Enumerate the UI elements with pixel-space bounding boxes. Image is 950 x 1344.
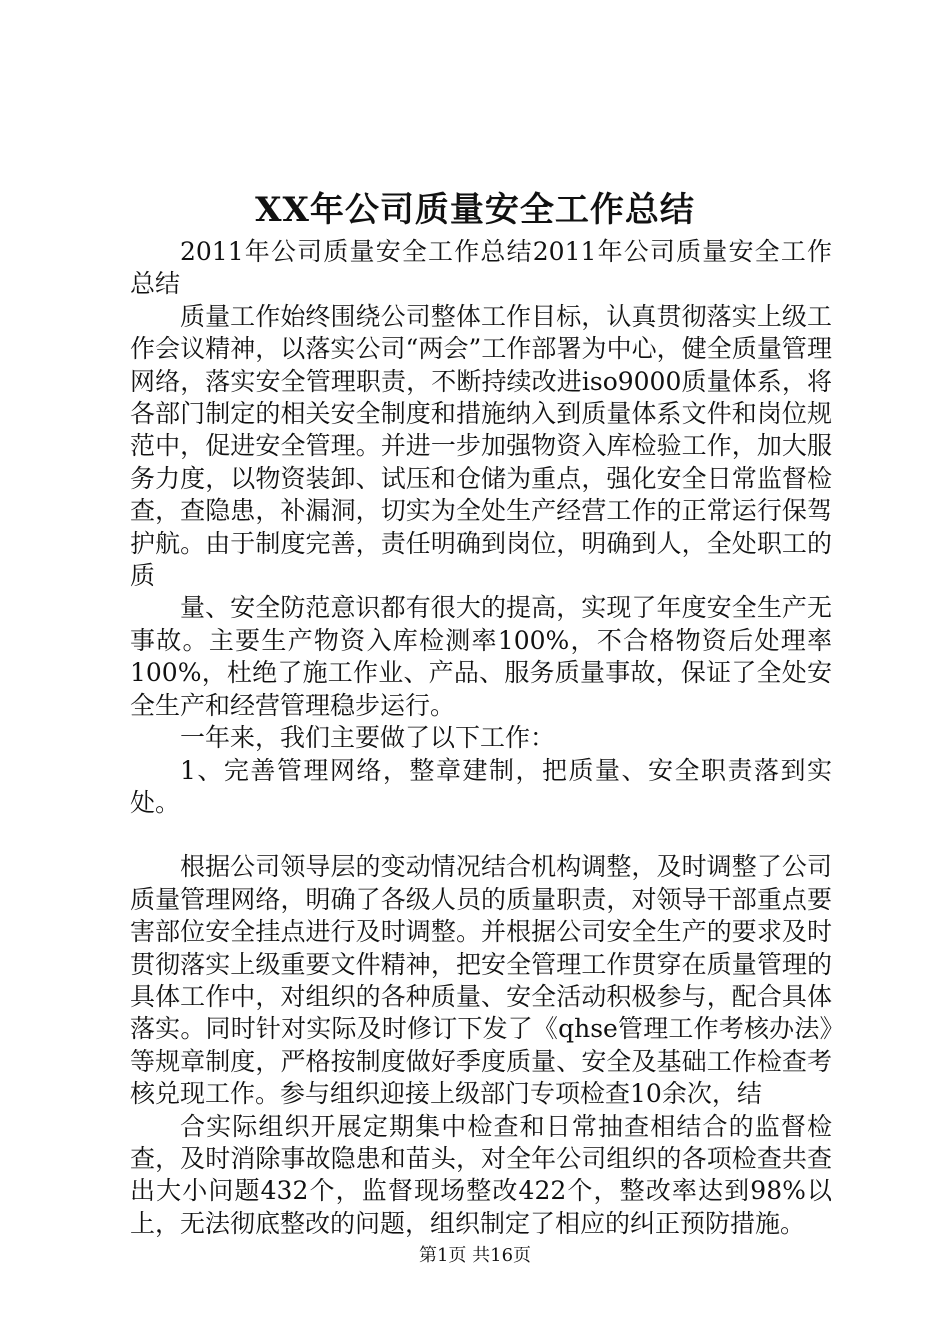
paragraph-network-adjustment: 根据公司领导层的变动情况结合机构调整，及时调整了公司质量管理网络，明确了各级人员的质量职责，对领导干部重点要害部位安全挂点进行及时调整。并根据公司安全生产的要求及时贯彻落实上级重要文件精神，把安全管理工作贯穿在质量管理的具体工作中，对组织的各种质量、安全活动积极参与，配合具体落实。同时针对实际及时修订下发了《qhse管理工作考核办法》等规章制度，严格按制度做好季度质量、安全及基础工作检查考核兑现工作。参与组织迎接上级部门专项检查10余次，结 [130, 852, 832, 1109]
document-body [130, 236, 832, 1240]
document-title: XX年公司质量安全工作总结 [255, 190, 695, 230]
page-footer: 第1页 共16页 [418, 1245, 532, 1266]
paragraph-gap [130, 819, 832, 851]
paragraph-inspection: 合实际组织开展定期集中检查和日常抽查相结合的监督检查，及时消除事故隐患和苗头，对全年公司组织的各项检查共查出大小问题432个，监督现场整改422个，整改率达到98%以上，无法彻底整改的问题，组织制定了相应的纠正预防措施。 [130, 1111, 832, 1238]
paragraph-results: 量、安全防范意识都有很大的提高，实现了年度安全生产无事故。主要生产物资入库检测率100%，不合格物资后处理率100%，杜绝了施工作业、产品、服务质量事故，保证了全处安全生产和经营管理稳步运行。 [130, 593, 832, 720]
paragraph-intro: 2011年公司质量安全工作总结2011年公司质量安全工作总结 [130, 237, 832, 299]
paragraph-quality-work: 质量工作始终围绕公司整体工作目标，认真贯彻落实上级工作会议精神，以落实公司“两会”工作部署为中心，健全质量管理网络，落实安全管理职责，不断持续改进iso9000质量体系，将各部门制定的相关安全制度和措施纳入到质量体系文件和岗位规范中，促进安全管理。并进一步加强物资入库检验工作，加大服务力度，以物资装卸、试压和仓储为重点，强化安全日常监督检查，查隐患，补漏洞，切实为全处生产经营工作的正常运行保驾护航。由于制度完善，责任明确到岗位，明确到人，全处职工的质 [130, 301, 832, 591]
paragraph-work-summary: 一年来，我们主要做了以下工作： [180, 723, 556, 753]
paragraph-section-heading-1: 1、完善管理网络，整章建制，把质量、安全职责落到实处。 [130, 755, 832, 817]
